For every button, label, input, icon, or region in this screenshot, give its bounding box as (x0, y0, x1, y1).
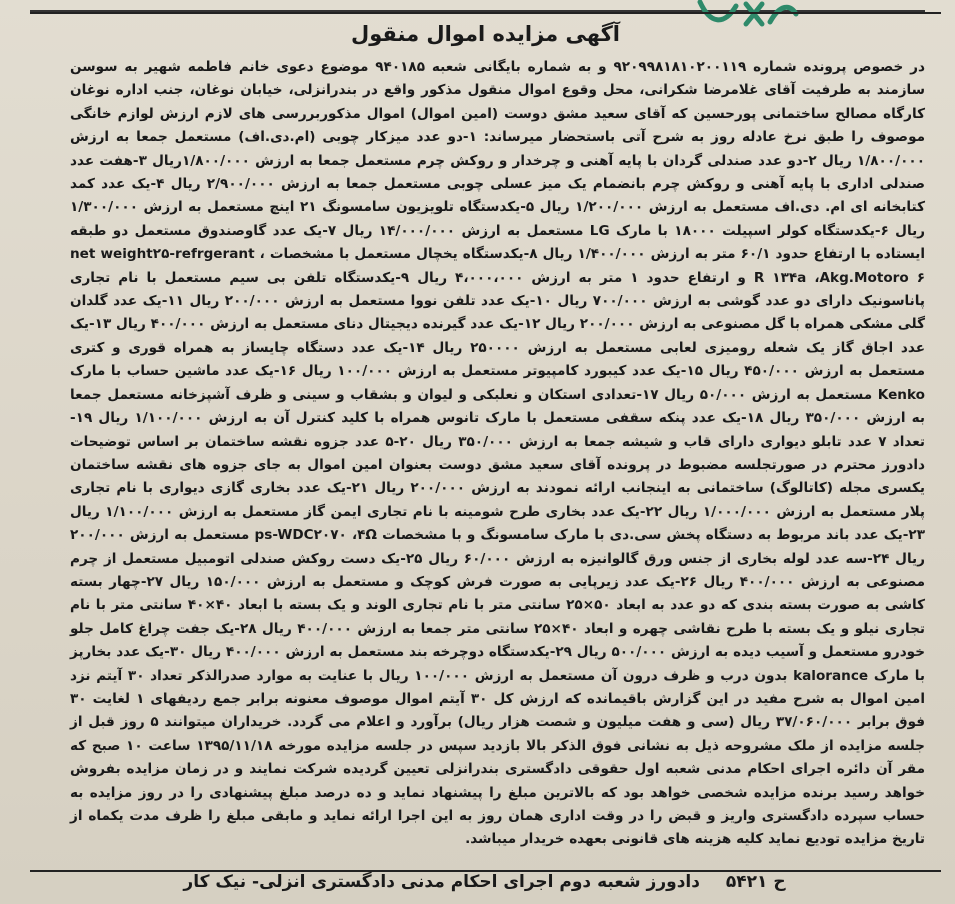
notice-body: در خصوص پرونده شماره ۹۲۰۹۹۸۱۸۱۰۲۰۰۱۱۹ و به شماره بایگانی شعبه ۹۴۰۱۸۵ موضوع دعوی خانم فاطمه شهیر به سوسن سازمند به طرفیت آقای غلامرضا شکرانی، محل وقوع اموال منقول مذکور واقع در بندرانزلی، خیابان نوغان، جنب اداره نوغان کارگاه مصالح ساختمانی پورحسین که آقای سعید مشق دوست (امین اموال) اموال مذکوربررسی های لازم ارزش لوازم خانگی موصوف را طبق نرخ عادله روز به شرح آتی باستحضار میرساند: ۱-دو عدد میزکار چوبی (ام.دی.اف) مستعمل جمعا به ارزش ۱/۸۰۰/۰۰۰ ریال ۲-دو عدد صندلی گردان با پایه آهنی و چرخدار و روکش چرم مستعمل جمعا به ارزش ۱/۸۰۰/۰۰۰ریال ۳-هفت عدد صندلی اداری با پایه آهنی و روکش چرم بانضمام یک میز عسلی چوبی مستعمل جمعا به ارزش ۲/۹۰۰/۰۰۰ ریال ۴-یک عدد کمد کتابخانه ای ام. دی.اف مستعمل به ارزش ۱/۲۰۰/۰۰۰ ریال ۵-یکدستگاه تلویزیون سامسونگ ۲۱ اینچ مستعمل به ارزش ۱/۳۰۰/۰۰۰ ریال ۶-یکدستگاه کولر اسپیلت ۱۸۰۰۰ با مارک LG مستعمل به ارزش ۱۴/۰۰۰/۰۰۰ ریال ۷-یک عدد گاوصندوق مستعمل دو طبقه ایستاده با ارتفاع حدود ۶۰/۱ متر به ارزش ۱/۴۰۰/۰۰۰ ریال ۸-یکدستگاه یخچال مستعمل با مشخصات ، net weight۲۵-refrgerant R ۱۳۴a ،Akg.Motoro ۶ و ارتفاع حدود ۱ متر به ارزش ۴،۰۰۰،۰۰۰ ریال ۹-یکدستگاه تلفن بی سیم مستعمل با نام تجاری پاناسونیک دارای دو عدد گوشی به ارزش ۷۰۰/۰۰۰ ریال ۱۰-یک عدد تلفن نووا مستعمل به ارزش ۲۰۰/۰۰۰ ریال ۱۱-یک عدد گلدان گلی مشکی همراه با گل مصنوعی به ارزش ۲۰۰/۰۰۰ ریال ۱۲-یک عدد گیرنده دیجیتال دنای مستعمل به ارزش ۴۰۰/۰۰۰ ریال ۱۳-یک عدد اجاق گاز یک شعله رومیزی لعابی مستعمل به ارزش ۲۵۰۰۰۰ ریال ۱۴-یک عدد دستگاه چایساز به همراه قوری و کتری مستعمل به ارزش ۴۵۰/۰۰۰ ریال ۱۵-یک عدد کیبورد کامپیوتر مستعمل به ارزش ۱۰۰/۰۰۰ ریال ۱۶-یک عدد ماشین حساب با مارک Kenko مستعمل به ارزش ۵۰/۰۰۰ ریال ۱۷-تعدادی استکان و نعلبکی و لیوان و بشقاب و سینی و ظرف آشپزخانه مستعمل جمعا به ارزش ۳۵۰/۰۰۰ ریال ۱۸-یک عدد پنکه سقفی مستعمل با مارک تانوس همراه با کلید کنترل آن به ارزش ۱/۱۰۰/۰۰۰ ریال ۱۹-تعداد ۷ عدد تابلو دیواری دارای قاب و شیشه جمعا به ارزش ۳۵۰/۰۰۰ ریال ۲۰-۵ عدد جزوه نقشه ساختمان بر اساس توضیحات دادورز محترم در صورتجلسه مضبوط در پرونده آقای سعید مشق دوست بعنوان امین اموال به جای جزوه های نقشه ساختمان یکسری مجله (کاتالوگ) ساختمانی به اینجانب ارائه نمودند به ارزش ۲۰۰/۰۰۰ ریال ۲۱-یک عدد بخاری گازی دیواری با نام تجاری پلار مستعمل به ارزش ۱/۰۰۰/۰۰۰ ریال ۲۲-یک عدد بخاری طرح شومینه با نام تجاری ایمن گاز مستعمل به ارزش ۱/۱۰۰/۰۰۰ ریال ۲۳-یک عدد باند مربوط به دستگاه پخش سی.دی با مارک سامسونگ و با مشخصات ps-WDC۲۰۷۰ ،۴Ω مستعمل به ارزش ۲۰۰/۰۰۰ ریال ۲۴-سه عدد لوله بخاری از جنس ورق گالوانیزه به ارزش ۶۰/۰۰۰ ریال ۲۵-یک دست روکش صندلی اتومبیل مستعمل از چرم مصنوعی به ارزش ۴۰۰/۰۰۰ ریال ۲۶-یک عدد زیرپایی به صورت فرش کوچک و مستعمل به ارزش ۱۵۰/۰۰۰ ریال ۲۷-چهار بسته کاشی به صورت بسته بندی که دو عدد به ابعاد ۵۰×۲۵ سانتی متر با نام تجاری الوند و یک بسته با ابعاد ۴۰×۴۰ سانتی متر با نام تجاری نیلو و یک بسته با طرح نقاشی چهره و ابعاد ۴۰×۲۵ سانتی متر جمعا به ارزش ۴۰۰/۰۰۰ ریال ۲۸-یک جفت چراغ کامل جلو خودرو مستعمل و آسیب دیده به ارزش ۵۰۰/۰۰۰ ریال ۲۹-یکدستگاه دوچرخه بند مستعمل به ارزش ۴۰۰/۰۰۰ ریال ۳۰-یک عدد بخارپز با مارک kalorance بدون درب و ظرف درون آن مستعمل به ارزش ۱۰۰/۰۰۰ ریال با عنایت به موارد صدرالذکر تعداد ۳۰ آیتم نزد امین اموال به شرح مفید در این گزارش باقیمانده که ارزش کل ۳۰ آیتم اموال موصوف معنونه برابر جمع ردیفهای ۱ لغایت ۳۰ فوق برابر ۳۷/۰۶۰/۰۰۰ ریال (سی و هفت میلیون و شصت هزار ریال) برآورد و اعلام می گردد. خریداران میتوانند ۵ روز قبل از جلسه مزایده از ملک مشروحه ذیل به نشانی فوق الذکر بالا بازدید سپس در جلسه مزایده مورخه ۱۳۹۵/۱۱/۱۸ ساعت ۱۰ صبح که مقر آن دائره اجرای احکام مدنی شعبه اول حقوقی دادگستری بندرانزلی تعیین گردیده شرکت نمایند و در زمان مزایده بفروش خواهد رسید برنده مزایده شخصی خواهد بود که بالاترین مبلغ را پیشنهاد نماید و ده درصد مبلغ پیشنهادی را در روز مزایده به حساب سپرده دادگستری واریز و قبض را در وقت اداری همان روز به این اجرا ارائه نماید و مابقی مبلغ را ظرف مدت یکماه از تاریخ مزایده تودیع نماید کلیه هزینه های قانونی بعهده خریدار میباشد. (70, 59, 926, 848)
footer-signature: دادورز شعبه دوم اجرای احکام مدنی دادگستری انزلی- نیک کار (183, 872, 700, 892)
footer-code: ح ۵۴۲۱ (725, 872, 786, 892)
notice-frame (30, 12, 941, 872)
notice-footer (30, 872, 939, 900)
notice-title: آگهی مزایده اموال منقول (351, 22, 620, 46)
